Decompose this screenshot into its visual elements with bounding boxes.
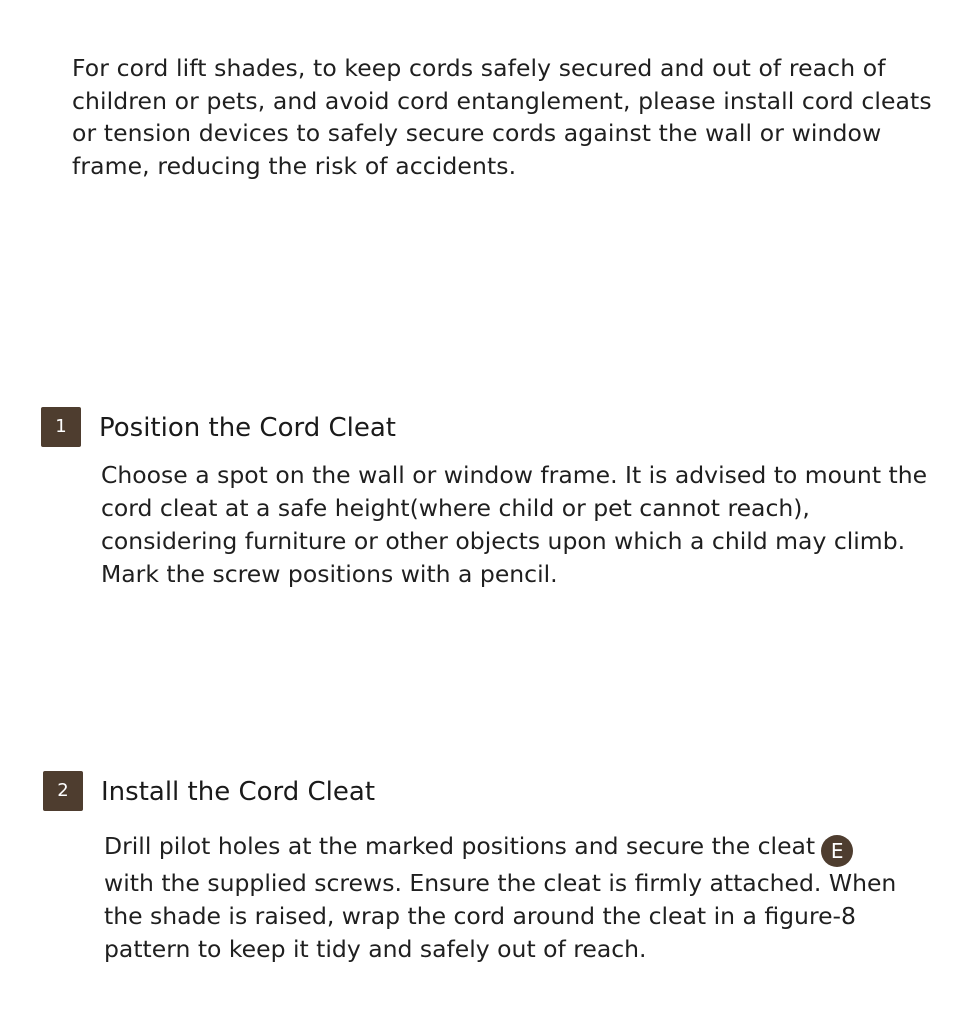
step-2-number-badge: 2 bbox=[43, 771, 83, 811]
step-1-number-badge: 1 bbox=[41, 407, 81, 447]
step-1-body: Choose a spot on the wall or window frame. It is advised to mount the cord cleat at a safe height(where child or pet cannot reach), considering furniture or other objects upon which a child may climb. Mark the screw positions with a pencil. bbox=[101, 461, 928, 588]
step-2-title: Install the Cord Cleat bbox=[101, 777, 376, 807]
step-2-body-part2: with the supplied screws. Ensure the cleat is firmly attached. When the shade is raised, wrap the cord around the cleat in a figure-8 pattern to keep it tidy and safely out of reach. bbox=[104, 869, 897, 963]
step-2-body-part1: Drill pilot holes at the marked positions and secure the cleat bbox=[104, 832, 816, 860]
intro-paragraph: For cord lift shades, to keep cords safely secured and out of reach of children or pets, and avoid cord entanglement, please install cord cleats or tension devices to safely secure cords against the wall or window frame, reducing the risk of accidents. bbox=[72, 54, 932, 180]
step-2-body bbox=[104, 830, 904, 966]
step-1-title: Position the Cord Cleat bbox=[99, 413, 396, 443]
part-e-marker: E bbox=[821, 835, 853, 867]
